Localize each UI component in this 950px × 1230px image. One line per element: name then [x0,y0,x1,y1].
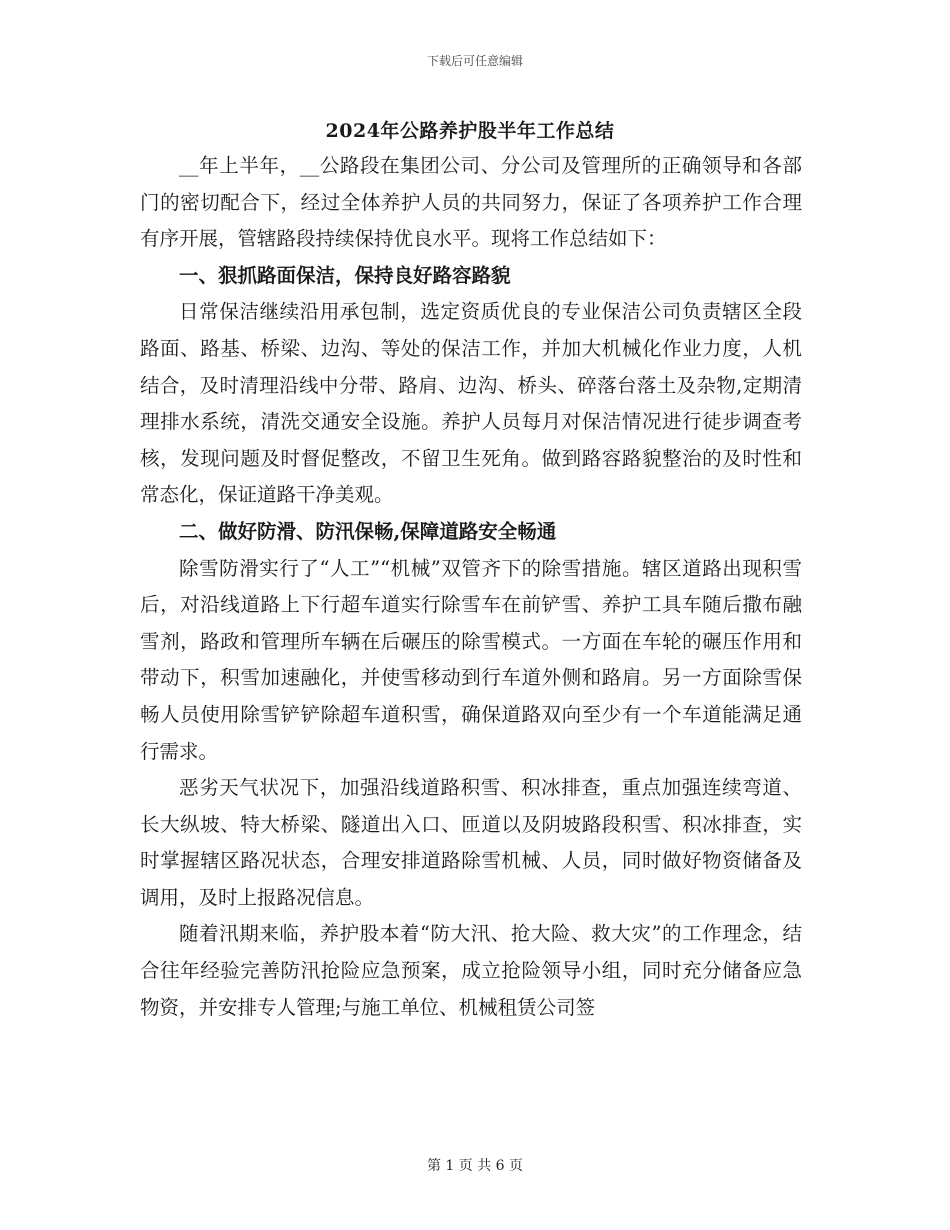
section-1-heading: 一、狠抓路面保洁，保持良好路容路貌 [179,263,511,287]
header-note: 下载后可任意编辑 [426,54,523,68]
document-title: 2024年公路养护股半年工作总结 [325,120,615,142]
section-2-heading: 二、做好防滑、防汛保畅,保障道路安全畅通 [179,519,557,543]
section-1-paragraph-1: 日常保洁继续沿用承包制，选定资质优良的专业保洁公司负责辖区全段路面、路基、桥梁、边沟、等处的保洁工作，并加大机械化作业力度，人机结合，及时清理沿线中分带、路肩、边沟、桥头、碎落台落土及杂物,定期清理排水系统，清洗交通安全设施。养护人员每月对保洁情况进行徒步调查考核，发现问题及时督促整改，不留卫生死角。做到路容路貌整治的及时性和常态化，保证道路干净美观。 [140,300,802,507]
intro-paragraph: __年上半年，__公路段在集团公司、分公司及管理所的正确领导和各部门的密切配合下，经过全体养护人员的共同努力，保证了各项养护工作合理有序开展，管辖路段持续保持优良水平。现将工作总结如下： [140,154,802,251]
section-2-paragraph-1: 除雪防滑实行了“人工”“机械”双管齐下的除雪措施。辖区道路出现积雪后，对沿线道路上下行超车道实行除雪车在前铲雪、养护工具车随后撒布融雪剂，路政和管理所车辆在后碾压的除雪模式。一方面在车轮的碾压作用和带动下，积雪加速融化，并使雪移动到行车道外侧和路肩。另一方面除雪保畅人员使用除雪铲铲除超车道积雪，确保道路双向至少有一个车道能满足通行需求。 [140,556,802,763]
section-2-paragraph-3: 随着汛期来临，养护股本着“防大汛、抢大险、救大灾”的工作理念，结合往年经验完善防汛抢险应急预案，成立抢险领导小组，同时充分储备应急物资，并安排专人管理;与施工单位、机械租赁公司签 [140,922,802,1019]
section-2-paragraph-2: 恶劣天气状况下，加强沿线道路积雪、积冰排查，重点加强连续弯道、长大纵坡、特大桥梁、隧道出入口、匝道以及阴坡路段积雪、积冰排查，实时掌握辖区路况状态，合理安排道路除雪机械、人员，同时做好物资储备及调用，及时上报路况信息。 [140,776,802,909]
document-body [140,148,802,1026]
page-number-footer: 第 1 页 共 6 页 [426,1158,524,1174]
